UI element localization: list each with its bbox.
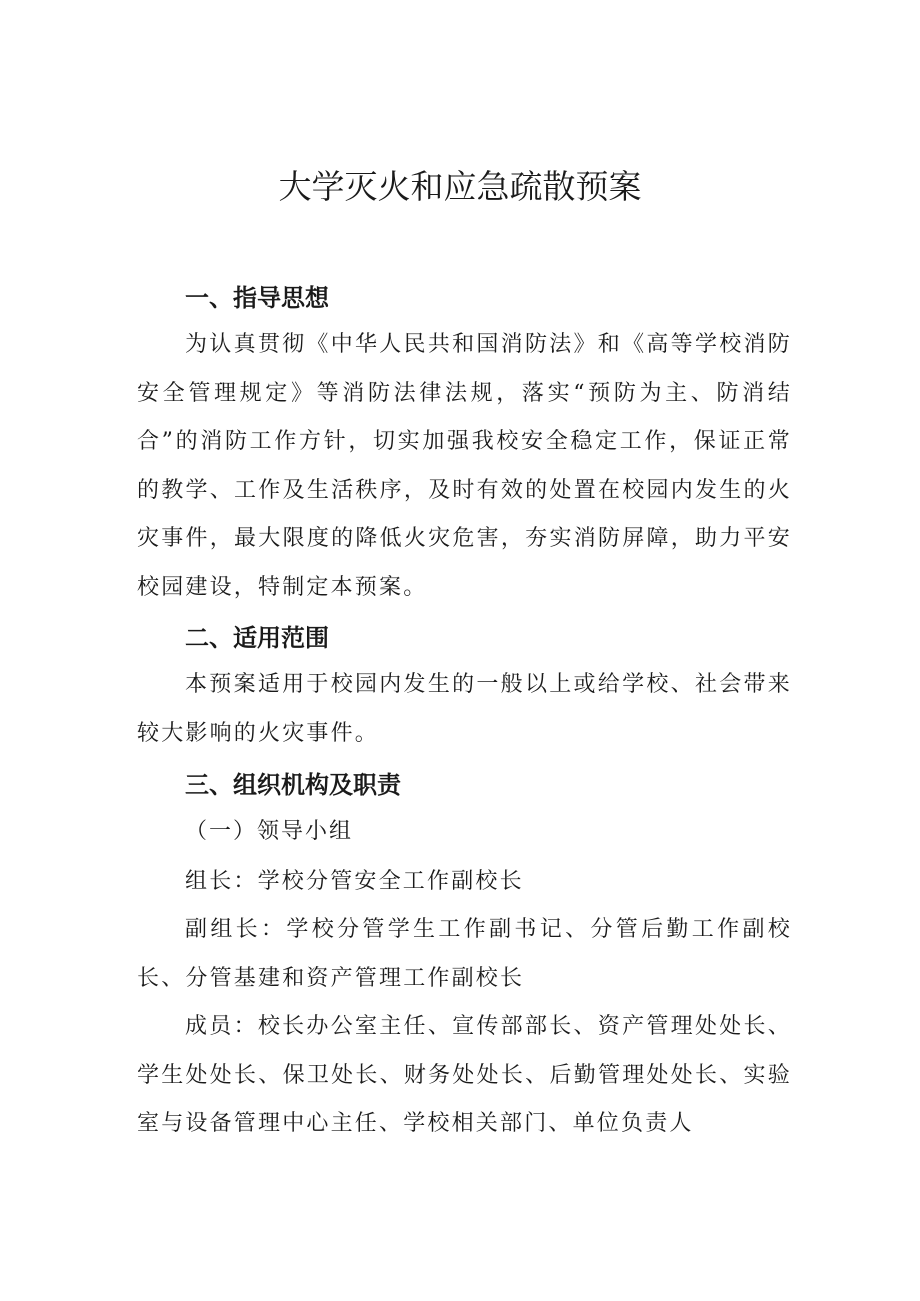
section-heading-guiding-ideology: 一、指导思想 [185,284,329,312]
members-paragraph: 成员：校长办公室主任、宣传部部长、资产管理处处长、学生处处长、保卫处长、财务处处长、后勤管理处处长、实验室与设备管理中心主任、学校相关部门、单位负责人 [137,1014,792,1136]
section-heading-organization: 三、组织机构及职责 [185,771,401,799]
document-title: 大学灭火和应急疏散预案 [278,167,642,206]
subsection-heading-leadership-group: （一）领导小组 [185,819,354,844]
section-paragraph-guiding-ideology: 为认真贯彻《中华人民共和国消防法》和《高等学校消防安全管理规定》等消防法律法规，落实“预防为主、防消结合”的消防工作方针，切实加强我校安全稳定工作，保证正常的教学、工作及生活秩序，及时有效的处置在校园内发生的火灾事件，最大限度的降低火灾危害，夯实消防屏障，助力平安校园建设，特制定本预案。 [137,332,792,600]
section-paragraph-scope: 本预案适用于校园内发生的一般以上或给学校、社会带来较大影响的火灾事件。 [137,672,792,746]
deputy-leader-paragraph: 副组长：学校分管学生工作副书记、分管后勤工作副校长、分管基建和资产管理工作副校长 [137,917,792,991]
leader-line: 组长：学校分管安全工作副校长 [185,869,524,894]
section-heading-scope: 二、适用范围 [185,624,329,652]
